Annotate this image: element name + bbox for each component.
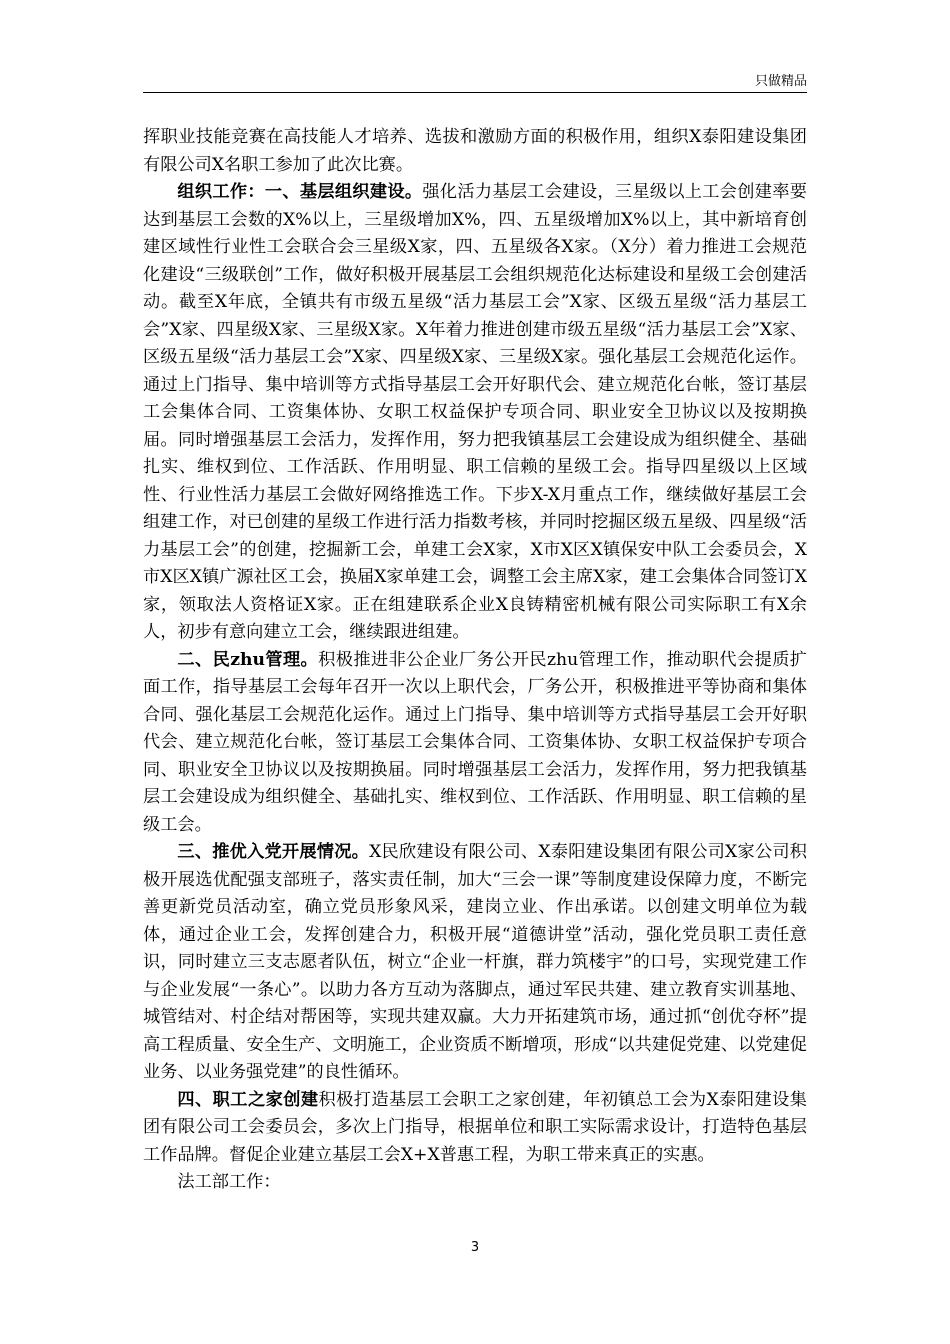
paragraph-text: 强化活力基层工会建设，三星级以上工会创建率要达到基层工会数的X%以上，三星级增加X%，四、五星级增加X%以上，其中新培育创建区域性行业性工会联合会三星级X家，四、五星级各X家。（X分）着力推进工会规范化建设“三级联创”工作，做好积极开展基层工会组织规范化达标建设和星级工会创建活动。截至X年底，全镇共有市级五星级“活力基层工会”X家、区级五星级“活力基层工会”X家、四星级X家、三星级X家。X年着力推进创建市级五星级“活力基层工会”X家、区级五星级“活力基层工会”X家、四星级X家、三星级X家。强化基层工会规范化运作。通过上门指导、集中培训等方式指导基层工会开好职代会、建立规范化台帐，签订基层工会集体合同、工资集体协、女职工权益保护专项合同、职业安全卫协议以及按期换届。同时增强基层工会活力，发挥作用，努力把我镇基层工会建设成为组织健全、基础扎实、维权到位、工作活跃、作用明显、职工信赖的星级工会。指导四星级以上区域性、行业性活力基层工会做好网络推选工作。下步X-X月重点工作，继续做好基层工会组建工作，对已创建的星级工作进行活力指数考核，并同时挖掘区级五星级、四星级“活力基层工会”的创建，挖掘新工会，单建工会X家，X市X区X镇保安中队工会委员会，X市X区X镇广源社区工会，换届X家单建工会，调整工会主席X家，建工会集体合同签订X家，领取法人资格证X家。正在组建联系企业X良铸精密机械有限公司实际职工有X余人，初步有意向建立工会，继续跟进组建。 (143, 182, 807, 642)
paragraph-party-recommendation (143, 839, 807, 1087)
header-text: 只做精品 (754, 74, 807, 89)
paragraph-organization (143, 179, 807, 647)
paragraph-text: 挥职业技能竞赛在高技能人才培养、选拔和激励方面的积极作用，组织X泰阳建设集团有限公司X名职工参加了此次比赛。 (143, 127, 807, 175)
paragraph-workers-home (143, 1087, 807, 1170)
paragraph-heading: 四、职工之家创建 (177, 1089, 319, 1110)
paragraph-text: X民欣建设有限公司、X泰阳建设集团有限公司X家公司积极开展选优配强支部班子，落实责任制，加大“三会一课”等制度建设保障力度，不断完善更新党员活动室，确立党员形象风采，建岗立业、作出承诺。以创建文明单位为载体，通过企业工会，发挥创建合力，积极开展“道德讲堂”活动，强化党员职工责任意识，同时建立三支志愿者队伍，树立“企业一杆旗，群力筑楼宇”的口号，实现党建工作与企业发展“一条心”。以助力各方互动为落脚点，通过军民共建、建立教育实训基地、城管结对、村企结对帮困等，实现共建双赢。大力开拓建筑市场，通过抓“创优夺杯”提高工程质量、安全生产、文明施工，企业资质不断增项，形成“以共建促党建、以党建促业务、以业务强党建”的良性循环。 (143, 842, 807, 1082)
paragraph-heading: 三、推优入党开展情况。 (177, 842, 370, 862)
paragraph-democratic-management (143, 647, 807, 840)
page-number: 3 (470, 1240, 480, 1255)
header-rule (143, 92, 807, 93)
document-body (143, 124, 807, 1197)
paragraph-text: 法工部工作： (177, 1172, 281, 1192)
paragraph-text: 积极推进非公企业厂务公开民zhu管理工作，推动职代会提质扩面工作，指导基层工会每年召开一次以上职代会，厂务公开，积极推进平等协商和集体合同、强化基层工会规范化运作。通过上门指导、集中培训等方式指导基层工会开好职代会、建立规范化台帐，签订基层工会集体合同、工资集体协、女职工权益保护专项合同、职业安全卫协议以及按期换届。同时增强基层工会活力，发挥作用，努力把我镇基层工会建设成为组织健全、基础扎实、维权到位、工作活跃、作用明显、职工信赖的星级工会。 (143, 649, 807, 835)
paragraph-heading: 组织工作：一、基层组织建设。 (177, 182, 423, 202)
paragraph-text: 积极打造基层工会职工之家创建，年初镇总工会为X泰阳建设集团有限公司工会委员会，多次上门指导，根据单位和职工实际需求设计，打造特色基层工作品牌。督促企业建立基层工会X+X普惠工程，为职工带来真正的实惠。 (143, 1089, 807, 1165)
paragraph-heading: 二、民zhu管理。 (177, 649, 319, 670)
paragraph-continuation (143, 124, 807, 179)
paragraph-legal-department (143, 1169, 807, 1197)
